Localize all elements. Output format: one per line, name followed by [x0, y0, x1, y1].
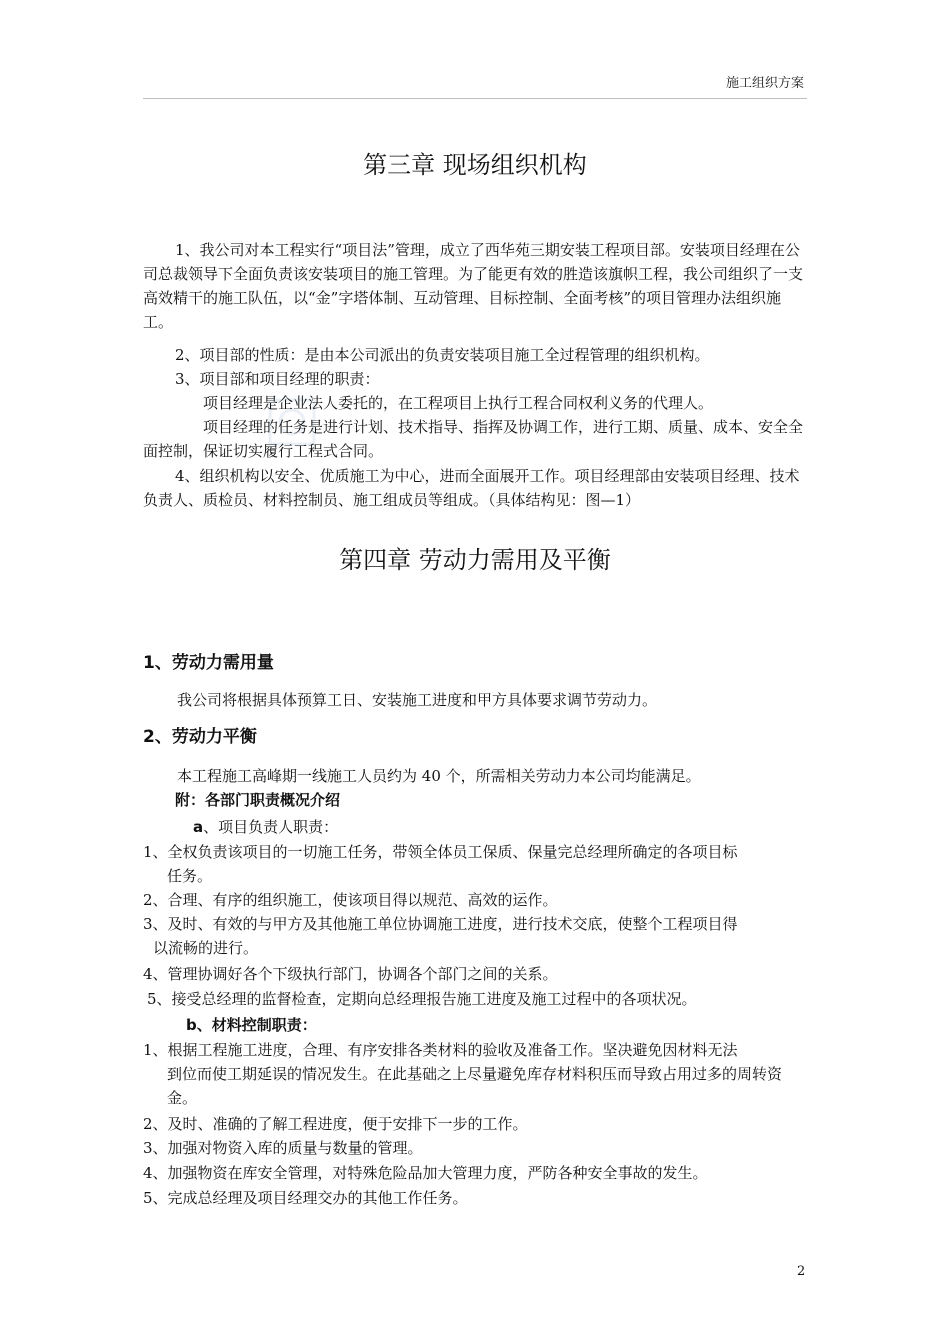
- list-item: [143, 1136, 807, 1160]
- list-item-text: 4、管理协调好各个下级执行部门，协调各个部门之间的关系。: [143, 965, 558, 983]
- section-2-heading: 2、劳动力平衡: [143, 727, 257, 747]
- subsection-b-heading: b、材料控制职责：: [186, 1016, 317, 1034]
- list-item: [143, 1112, 807, 1136]
- subsection-a-heading: [193, 815, 338, 839]
- chapter-3-paragraph-3b: 项目经理的任务是进行计划、技术指导、指挥及协调工作，进行工期、质量、成本、安全全面控制，保证切实履行工程式合同。: [143, 418, 804, 460]
- chapter-3-title: 第三章 现场组织机构: [363, 151, 587, 179]
- list-item: [143, 840, 807, 888]
- list-item-continuation: 到位而使工期延误的情况发生。在此基础之上尽量避免库存材料积压而导致占用过多的周转资金。: [167, 1065, 783, 1107]
- section-1-heading: 1、劳动力需用量: [143, 653, 274, 673]
- list-item: [143, 1161, 807, 1185]
- list-item-text: 3、加强对物资入库的质量与数量的管理。: [143, 1139, 423, 1157]
- list-item-text: 2、及时、准确的了解工程进度，便于安排下一步的工作。: [143, 1115, 528, 1133]
- list-item-continuation: 以流畅的进行。: [153, 939, 259, 957]
- chapter-3-paragraph-2: 2、项目部的性质：是由本公司派出的负责安装项目施工全过程管理的组织机构。: [175, 346, 710, 364]
- list-item: [143, 1186, 807, 1210]
- list-item-text: 1、全权负责该项目的一切施工任务，带领全体员工保质、保量完总经理所确定的各项目标: [143, 843, 738, 861]
- list-item-continuation: 任务。: [167, 867, 213, 885]
- list-item-text: 1、根据工程施工进度，合理、有序安排各类材料的验收及准备工作。坚决避免因材料无法: [143, 1041, 738, 1059]
- list-item: [143, 888, 807, 912]
- page-number: 2: [797, 1264, 806, 1279]
- list-item: [143, 962, 807, 986]
- chapter-3-paragraph-3a: 项目经理是企业法人委托的，在工程项目上执行工程合同权利义务的代理人。: [203, 394, 714, 412]
- list-item-text: 3、及时、有效的与甲方及其他施工单位协调施工进度，进行技术交底，使整个工程项目得: [143, 915, 738, 933]
- chapter-3-paragraph-4: 4、组织机构以安全、优质施工为中心，进而全面展开工作。项目经理部由安装项目经理、技术负责人、质检员、材料控制员、施工组成员等组成。（具体结构见：图—1）: [143, 467, 800, 509]
- list-item-text: 5、完成总经理及项目经理交办的其他工作任务。: [143, 1189, 468, 1207]
- header-divider: [143, 98, 807, 99]
- chapter-3-paragraph-1: 1、我公司对本工程实行“项目法”管理，成立了西华苑三期安装工程项目部。安装项目经理在公司总裁领导下全面负责该安装项目的施工管理。为了能更有效的胜造该旗帜工程，我公司组织了一支高效精干的施工队伍，以“金”字塔体制、互动管理、目标控制、全面考核”的项目管理办法组织施工。: [143, 241, 804, 331]
- list-item-text: 4、加强物资在库安全管理，对特殊危险品加大管理力度，严防各种安全事故的发生。: [143, 1164, 708, 1182]
- section-2-text: 本工程施工高峰期一线施工人员约为 40 个，所需相关劳动力本公司均能满足。: [177, 767, 701, 785]
- chapter-3-paragraph-3: 3、项目部和项目经理的职责：: [175, 370, 380, 388]
- subsection-a-letter: a: [193, 818, 204, 836]
- list-item: [143, 1038, 807, 1110]
- list-item-text: 5、接受总经理的监督检查，定期向总经理报告施工进度及施工过程中的各项状况。: [147, 990, 697, 1008]
- section-1-text: 我公司将根据具体预算工日、安装施工进度和甲方具体要求调节劳动力。: [177, 691, 658, 709]
- subsection-a-label: 、项目负责人职责：: [203, 818, 339, 836]
- list-item: [147, 987, 811, 1011]
- list-item: [143, 912, 807, 960]
- appendix-heading: 附：各部门职责概况介绍: [175, 791, 341, 809]
- running-header: 施工组织方案: [725, 76, 804, 91]
- chapter-4-title: 第四章 劳动力需用及平衡: [339, 546, 611, 574]
- list-item-text: 2、合理、有序的组织施工，使该项目得以规范、高效的运作。: [143, 891, 558, 909]
